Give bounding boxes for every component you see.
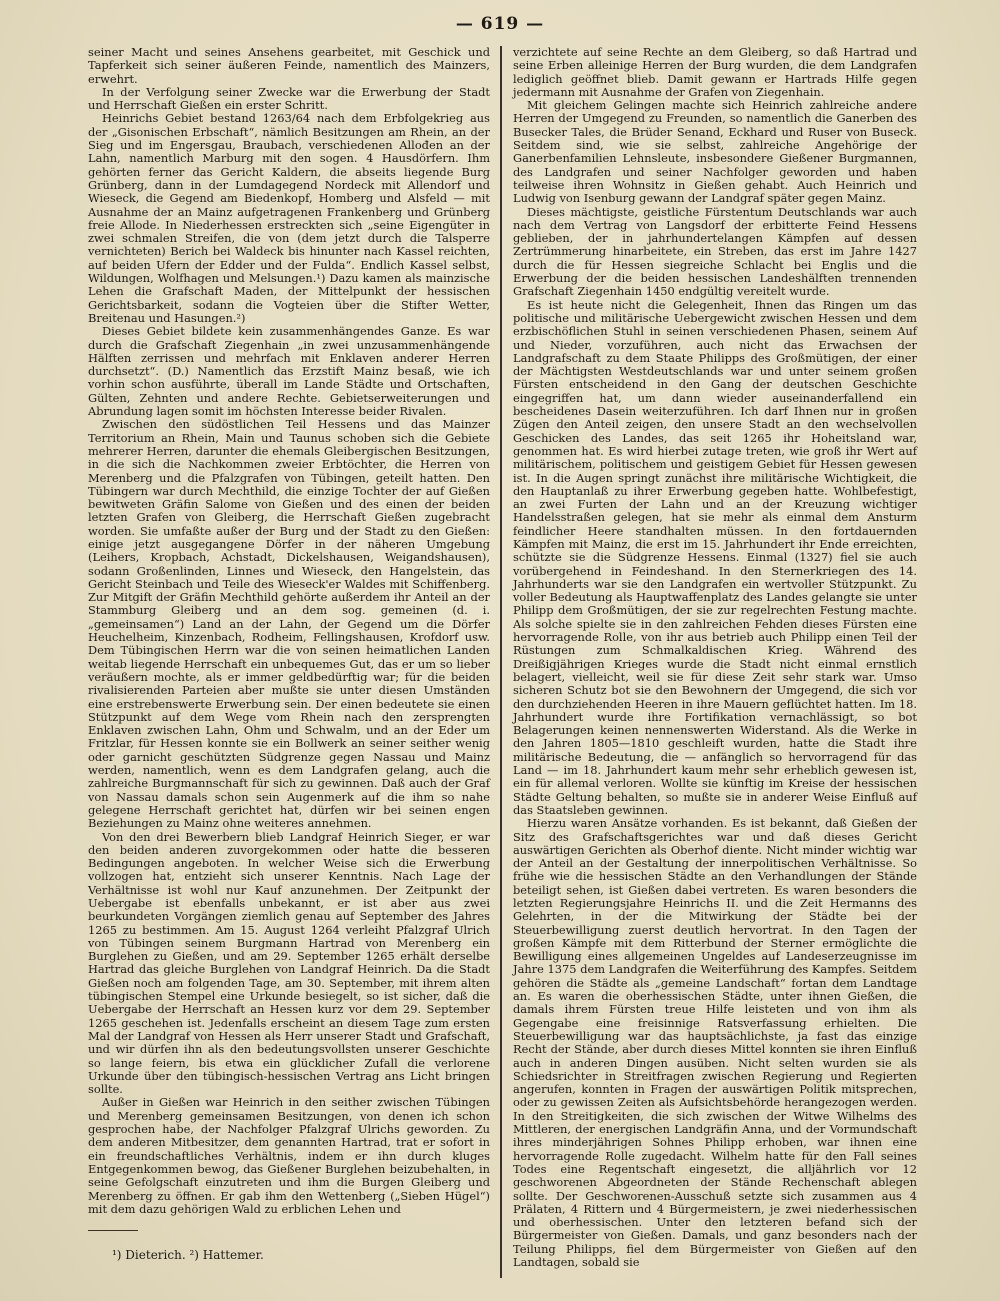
paragraph: Außer in Gießen war Heinrich in den seither zwischen Tübingen und Merenberg gemeinsamen Besitzungen, von denen ich schon gesprochen habe, der Nachfolger Pfalzgraf Ulrichs geworden. Zu dem anderen Mitbesitzer, dem genannten Hartrad, trat er sofort in ein freundschaftliches Verhältnis, indem er ihn durch kluges Entgegenkommen bewog, das Gießener Burglehen beizubehalten, in seine Gefolgschaft einzutreten und ihm die Burgen Gleiberg und Merenberg zu öffnen. Er gab ihm den Wettenberg („Sieben Hügel“) mit dem dazu gehörigen Wald zu erblichen Lehen und	[88, 1095, 490, 1216]
footnotes: ¹) Dieterich. ²) Hattemer.	[112, 1248, 264, 1262]
paragraph: Von den drei Bewerbern blieb Landgraf Heinrich Sieger, er war den beiden anderen zuvorgekommen oder hatte die besseren Bedingungen angeboten. In welcher Weise sich die Erwerbung vollzogen hat, entzieht sich unserer Kenntnis. Nach Lage der Verhältnisse ist wohl nur Kauf anzunehmen. Der Zeitpunkt der Uebergabe ist ebenfalls unbekannt, er ist aber aus zwei beurkundeten Vorgängen ziemlich genau auf September des Jahres 1265 zu bestimmen. Am 15. August 1264 verleiht Pfalzgraf Ulrich von Tübingen seinem Burgmann Hartrad von Merenberg ein Burglehen zu Gießen, und am 29. September 1265 erhält derselbe Hartrad das gleiche Burglehen von Landgraf Heinrich. Da die Stadt Gießen noch am folgenden Tage, am 30. September, mit ihrem alten tübingischen Stempel eine Urkunde besiegelt, so ist sicher, daß die Uebergabe der Herrschaft an Hessen kurz vor dem 29. September 1265 geschehen ist. Jedenfalls erscheint an diesem Tage zum ersten Mal der Landgraf von Hessen als Herr unserer Stadt und Grafschaft, und wir dürfen ihn als den bedeutungsvollsten unserer Geschichte so lange feiern, bis etwa ein glücklicher Zufall die verlorene Urkunde über den tübingisch-hessischen Vertrag ans Licht bringen sollte.	[88, 829, 490, 1097]
right-column	[513, 46, 917, 1269]
paragraph: verzichtete auf seine Rechte an dem Gleiberg, so daß Hartrad und seine Erben alleinige Herren der Burg wurden, die dem Landgrafen lediglich geöffnet blieb. Damit gewann er Hartrads Hilfe gegen jedermann mit Ausnahme der Grafen von Ziegenhain.	[513, 45, 917, 99]
left-column	[88, 46, 490, 1216]
paragraph: Es ist heute nicht die Gelegenheit, Ihnen das Ringen um das politische und militärische Uebergewicht zwischen Hessen und dem erzbischöflichen Stuhl in seinen verschiedenen Phasen, seinem Auf und Nieder, vorzuführen, auch nicht das Erwachsen der Landgrafschaft zu dem Staate Philipps des Großmütigen, der einer der Mächtigsten Westdeutschlands war und unter seinem großen Fürsten entscheidend in den Gang der deutschen Geschichte eingegriffen hat, um dann wieder auseinanderfallend ein bescheidenes Dasein weiterzuführen. Ich darf Ihnen nur in großen Zügen den Anteil zeigen, den unsere Stadt an den wechselvollen Geschicken des Landes, das seit 1265 ihr Hoheitsland war, genommen hat. Es wird hierbei zutage treten, wie groß ihr Wert auf militärischem, politischem und geistigem Gebiet für Hessen gewesen ist. In die Augen springt zunächst ihre militärische Wichtigkeit, die den Hauptanlaß zu ihrer Erwerbung gegeben hatte. Wohlbefestigt, an zwei Furten der Lahn und an der Kreuzung wichtiger Handelsstraßen gelegen, hat sie mehr als einmal dem Ansturm feindlicher Heere standhalten müssen. In den fortdauernden Kämpfen mit Mainz, die erst im 15. Jahrhundert ihr Ende erreichten, schützte sie die Südgrenze Hessens. Einmal (1327) fiel sie auch vorübergehend in Feindeshand. In den Sternerkriegen des 14. Jahrhunderts war sie den Landgrafen ein wertvoller Stützpunkt. Zu voller Bedeutung als Hauptwaffenplatz des Landes gelangte sie unter Philipp dem Großmütigen, der sie zur regelrechten Festung machte. Als solche spielte sie in den zahlreichen Fehden dieses Fürsten eine hervorragende Rolle, von ihr aus betrieb auch Philipp einen Teil der Rüstungen zum Schmalkaldischen Krieg. Während des Dreißigjährigen Krieges wurde die Stadt nicht einmal ernstlich belagert, vielleicht, weil sie für diese Zeit sehr stark war. Umso sicheren Schutz bot sie den Bewohnern der Umgegend, die sich vor den durchziehenden Heeren in ihre Mauern geflüchtet hatten. Im 18. Jahrhundert wurde ihre Fortifikation vernachlässigt, so bot Belagerungen keinen nennenswerten Widerstand. Als die Werke in den Jahren 1805—1810 geschleift wurden, hatte die Stadt ihre militärische Bedeutung, die — anfänglich so hervorragend für das Land — im 18. Jahrhundert kaum mehr sehr erheblich gewesen ist, ein für allemal verloren. Wollte sie künftig im Kreise der hessischen Städte Geltung behalten, so mußte sie in anderer Weise Einfluß auf das Staatsleben gewinnen.	[513, 297, 917, 817]
paragraph: In der Verfolgung seiner Zwecke war die Erwerbung der Stadt und Herrschaft Gießen ein erster Schritt.	[88, 84, 490, 113]
paragraph: Dieses mächtigste, geistliche Fürstentum Deutschlands war auch nach dem Vertrag von Langsdorf der erbitterte Feind Hessens geblieben, der in jahrhundertelangen Kämpfen auf dessen Zertrümmerung hinarbeitete, ein Streben, das erst im Jahre 1427 durch die für Hessen siegreiche Schlacht bei Englis und die Erwerbung der die beiden hessischen Landeshälften trennenden Grafschaft Ziegenhain 1450 endgültig vereitelt wurde.	[513, 204, 917, 299]
paragraph: seiner Macht und seines Ansehens gearbeitet, mit Geschick und Tapferkeit sich seiner äußeren Feinde, namentlich des Mainzers, erwehrt.	[88, 45, 490, 86]
paragraph: Zwischen den südöstlichen Teil Hessens und das Mainzer Territorium an Rhein, Main und Taunus schoben sich die Gebiete mehrerer Herren, darunter die ehemals Gleibergischen Besitzungen, in die sich die Nachkommen zweier Erbtöchter, die Herren von Merenberg und die Pfalzgrafen von Tübingen, geteilt hatten. Den Tübingern war durch Mechthild, die einzige Tochter der auf Gießen bewitweten Gräfin Salome von Gießen und des einen der beiden letzten Grafen von Gleiberg, die Herrschaft Gießen zugebracht worden. Sie umfaßte außer der Burg und der Stadt zu den Gießen: einige jetzt ausgegangene Dörfer in der näheren Umgebung (Leihers, Kropbach, Achstadt, Dickelshausen, Weigandshausen), sodann Großenlinden, Linnes und Wieseck, den Hangelstein, das Gericht Steinbach und Teile des Wieseck'er Waldes mit Schiffenberg. Zur Mitgift der Gräfin Mechthild gehörte außerdem ihr Anteil an der Stammburg Gleiberg und an dem sog. gemeinen (d. i. „gemeinsamen“) Land an der Lahn, der Gegend um die Dörfer Heuchelheim, Kinzenbach, Rodheim, Fellingshausen, Krofdorf usw. Dem Tübingischen Herrn war die von seinen heimatlichen Landen weitab liegende Herrschaft ein unbequemes Gut, das er um so lieber veräußern mochte, als er immer geldbedürftig war; für die beiden rivalisierenden Parteien aber mußte sie unter diesen Umständen eine erstrebenswerte Erwerbung sein. Der einen bedeutete sie einen Stützpunkt auf dem Wege vom Rhein nach den zersprengten Enklaven zwischen Lahn, Ohm und Schwalm, und an der Eder um Fritzlar, für Hessen konnte sie ein Bollwerk an seiner seither wenig oder garnicht geschützten Südgrenze gegen Nassau und Mainz werden, namentlich, wenn es dem Landgrafen gelang, auch die zahlreiche Burgmannschaft für sich zu gewinnen. Daß auch der Graf von Nassau damals schon sein Augenmerk auf die ihm so nahe gelegene Herrschaft gerichtet hat, dürfen wir bei seinen engen Beziehungen zu Mainz ohne weiteres annehmen.	[88, 417, 490, 831]
paragraph: Heinrichs Gebiet bestand 1263/64 nach dem Erbfolgekrieg aus der „Gisonischen Erbschaft“, nämlich Besitzungen am Rhein, an der Sieg und im Engersgau, Braubach, verschiedenen Allođen an der Lahn, namentlich Marburg mit den sogen. 4 Hausdörfern. Ihm gehörten ferner das Gericht Kaldern, die abseits liegende Burg Grünberg, dann in der Lumdagegend Nordeck mit Allendorf und Wieseck, die Gegend am Biedenkopf, Homberg und Alsfeld — mit Ausnahme der an Mainz aufgetragenen Frankenberg und Grünberg freie Allode. In Niederhessen erstreckten sich „seine Eigengüter in zwei schmalen Streifen, die von (dem jetzt durch die Talsperre vernichteten) Berich bei Waldeck bis hinunter nach Kassel reichten, auf beiden Ufern der Edder und der Fulda“. Endlich Kassel selbst, Wildungen, Wolfhagen und Melsungen.¹) Dazu kamen als mainzische Lehen die Grafschaft Maden, der Mittelpunkt der hessischen Gerichtsbarkeit, sodann die Vogteien über die Stifter Wetter, Breitenau und Hasungen.²)	[88, 111, 490, 325]
footnote-divider	[88, 1230, 138, 1231]
paragraph: Mit gleichem Gelingen machte sich Heinrich zahlreiche andere Herren der Umgegend zu Freunden, so namentlich die Ganerben des Busecker Tales, die Brüder Senand, Eckhard und Ruser von Buseck. Seitdem sind, wie sie selbst, zahlreiche Angehörige der Ganerbenfamilien Lehnsleute, insbesondere Gießener Burgmannen, des Landgrafen und seiner Nachfolger geworden und haben teilweise ihren Wohnsitz in Gießen gehabt. Auch Heinrich und Ludwig von Isenburg gewann der Landgraf später gegen Mainz.	[513, 98, 917, 206]
paragraph: Dieses Gebiet bildete kein zusammenhängendes Ganze. Es war durch die Grafschaft Ziegenhain „in zwei unzusammenhängende Hälften zerrissen und mehrfach mit Enklaven anderer Herren durchsetzt“. (D.) Namentlich das Erzstift Mainz besaß, wie ich vorhin schon ausführte, überall im Lande Städte und Ortschaften, Gülten, Zehnten und andere Rechte. Gebietserweiterungen und Abrundung lagen somit im höchsten Interesse beider Rivalen.	[88, 324, 490, 419]
page-number: — 619 —	[455, 14, 545, 34]
paragraph: Hierzu waren Ansätze vorhanden. Es ist bekannt, daß Gießen der Sitz des Grafschaftsgerichtes war und daß dieses Gericht auswärtigen Gerichten als Oberhof diente. Nicht minder wichtig war der Anteil an der Gestaltung der innerpolitischen Verhältnisse. So frühe wie die hessischen Städte an den Verhandlungen der Stände beteiligt sehen, ist Gießen dabei vertreten. Es waren besonders die letzten Regierungsjahre Heinrichs II. und die Zeit Hermanns des Gelehrten, in der die Mitwirkung der Städte bei der Steuerbewilligung zuerst deutlich hervortrat. In den Tagen der großen Kämpfe mit dem Ritterbund der Sterner ermöglichte die Bewilligung eines allgemeinen Ungeldes auf Landeserzeugnisse im Jahre 1375 dem Landgrafen die Weiterführung des Kampfes. Seitdem gehören die Städte als „gemeine Landschaft“ fortan dem Landtage an. Es waren die oberhessischen Städte, unter ihnen Gießen, die damals ihrem Fürsten treue Hilfe leisteten und von ihm als Gegengabe eine freisinnige Ratsverfassung erhielten. Die Steuerbewilligung war das hauptsächlichste, ja fast das einzige Recht der Stände, aber durch dieses Mittel konnten sie ihren Einfluß auch in anderen Dingen ausüben. Nicht selten wurden sie als Schiedsrichter in Streitfragen zwischen Regierung und Regierten angerufen, konnten in Fragen der auswärtigen Politik mitsprechen, oder zu gewissen Zeiten als Aufsichtsbehörde herangezogen werden. In den Streitigkeiten, die sich zwischen der Witwe Wilhelms des Mittleren, der energischen Landgräfin Anna, und der Vormundschaft ihres minderjährigen Sohnes Philipp erhoben, war ihnen eine hervorragende Rolle zugedacht. Wilhelm hatte für den Fall seines Todes eine Regentschaft eingesetzt, die alljährlich vor 12 geschworenen Abgeordneten der Stände Rechenschaft ablegen sollte. Der Geschworenen-Ausschuß setzte sich zusammen aus 4 Prälaten, 4 Rittern und 4 Bürgermeistern, je zwei niederhessischen und oberhessischen. Unter den letzteren befand sich der Bürgermeister von Gießen. Damals, und ganz besonders nach der Teilung Philipps, fiel dem Bürgermeister von Gießen auf den Landtagen, sobald sie	[513, 816, 917, 1270]
column-divider	[500, 46, 502, 1278]
